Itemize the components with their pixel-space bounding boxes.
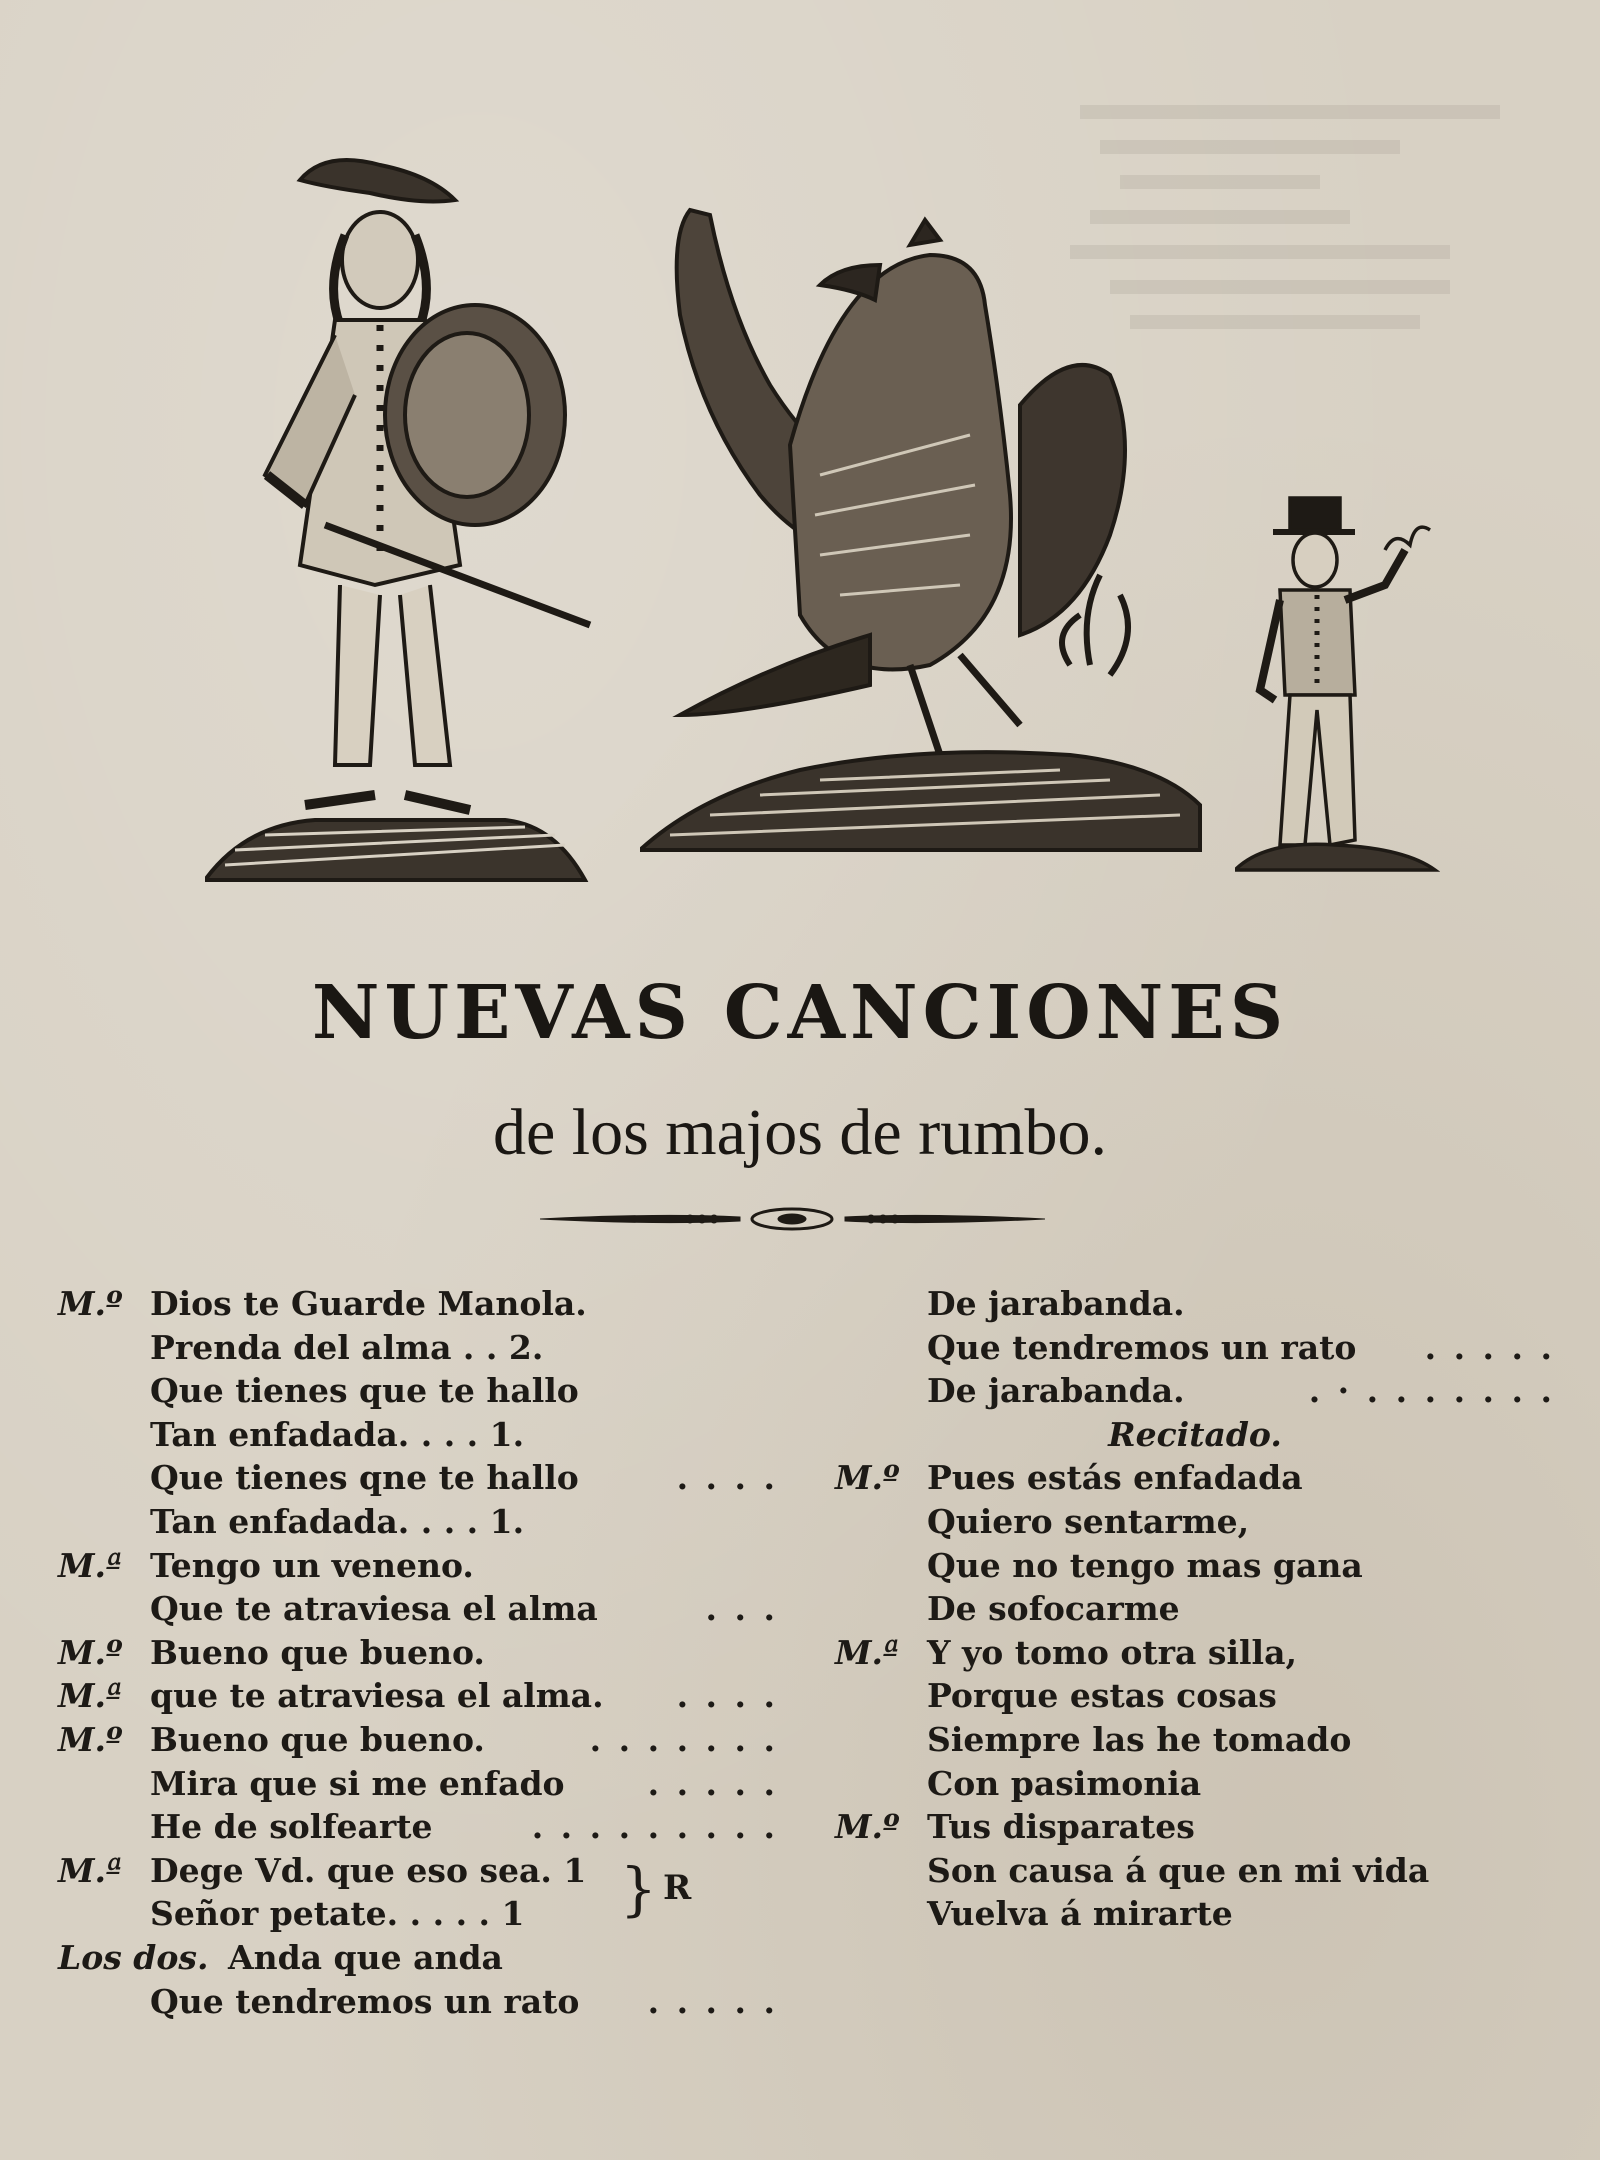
speaker-label: M.º — [58, 1719, 123, 1759]
speaker-label: M.º — [835, 1807, 900, 1847]
verse-line — [58, 1980, 778, 2024]
verse-line — [835, 1587, 1555, 1631]
verse-text: Tus disparates — [927, 1807, 1195, 1847]
speaker-label: M.º — [835, 1458, 900, 1498]
verse-dots: . . . . . . . — [589, 1719, 778, 1759]
verse-line — [835, 1500, 1555, 1544]
verse-text: Son causa á que en mi vida — [927, 1850, 1430, 1890]
verse-text: Tan enfadada. . . . 1. — [150, 1414, 525, 1454]
verse-line — [835, 1631, 1555, 1675]
speaker-label: M.ª — [58, 1850, 123, 1890]
right-column — [835, 1282, 1555, 1936]
verse-text: He de solfearte — [150, 1807, 433, 1847]
verse-text: Que no tengo mas gana — [927, 1545, 1363, 1585]
verse-dots: . . . . — [676, 1458, 778, 1498]
verse-text: Que tendremos un rato — [150, 1981, 580, 2021]
speaker-label: Los dos. — [58, 1937, 209, 1977]
verse-line — [58, 1587, 778, 1631]
verse-line — [58, 1326, 778, 1370]
verse-text: Pues estás enfadada — [927, 1458, 1303, 1498]
verse-dots: . . . . . — [647, 1981, 778, 2021]
verse-text: De jarabanda. — [927, 1371, 1185, 1411]
verse-line — [58, 1762, 778, 1806]
verse-text: Y yo tomo otra silla, — [927, 1632, 1297, 1672]
verse-text: Señor petate. . . . . 1 — [150, 1894, 525, 1934]
speaker-label: M.º — [58, 1284, 123, 1323]
verse-text: Quiero sentarme, — [927, 1501, 1250, 1541]
verse-line — [58, 1456, 778, 1500]
verse-line — [835, 1718, 1555, 1762]
verse-line — [835, 1369, 1555, 1413]
verse-text: que te atraviesa el alma. — [150, 1676, 604, 1716]
verse-dots: . . . . . — [1424, 1327, 1555, 1367]
verse-text: Dege Vd. que eso sea. 1 — [150, 1850, 587, 1890]
verse-text: De sofocarme — [927, 1589, 1180, 1629]
verse-dots: . . . . — [676, 1676, 778, 1716]
verse-text: Tengo un veneno. — [150, 1545, 474, 1585]
verse-line — [58, 1674, 778, 1718]
verse-line — [835, 1326, 1555, 1370]
verse-text: Mira que si me enfado — [150, 1763, 565, 1803]
verse-text: Anda que anda — [228, 1937, 503, 1977]
verse-text: Porque estas cosas — [927, 1676, 1277, 1716]
verse-line — [58, 1282, 778, 1326]
speaker-label: M.º — [58, 1632, 123, 1672]
verse-dots: . . . — [705, 1589, 778, 1629]
verse-line — [58, 1500, 778, 1544]
section-heading: Recitado. — [1108, 1414, 1282, 1454]
verse-line — [835, 1849, 1555, 1893]
verse-dots: . . . . . . . . . — [531, 1807, 778, 1847]
verse-dots: . · . . . . . . . — [1308, 1371, 1555, 1411]
verse-line — [58, 1631, 778, 1675]
verse-text: Con pasimonia — [927, 1763, 1202, 1803]
verse-text: Bueno que bueno. — [150, 1719, 485, 1759]
verse-text: Bueno que bueno. — [150, 1632, 485, 1672]
verse-text: Que tienes qne te hallo — [150, 1458, 579, 1498]
pipe-smoker-woodcut — [1235, 490, 1440, 875]
ornament-divider-icon — [540, 1198, 1045, 1240]
brace-icon: } — [620, 1855, 657, 1923]
speaker-label: M.ª — [58, 1545, 123, 1585]
verse-line — [835, 1674, 1555, 1718]
verse-text: Que te atraviesa el alma — [150, 1589, 598, 1629]
speaker-label: M.ª — [58, 1676, 123, 1716]
page-title: NUEVAS CANCIONES — [311, 970, 1289, 1056]
verse-text: Prenda del alma . . 2. — [150, 1327, 544, 1367]
verse-line — [58, 1369, 778, 1413]
refrain-marker: R — [663, 1868, 692, 1908]
verse-line — [58, 1718, 778, 1762]
verse-line — [835, 1805, 1555, 1849]
verse-line — [835, 1892, 1555, 1936]
verse-line — [835, 1456, 1555, 1500]
verse-text: Que tendremos un rato — [927, 1327, 1357, 1367]
page-subtitle: de los majos de rumbo. — [492, 1096, 1108, 1169]
verse-line — [835, 1762, 1555, 1806]
verse-line — [58, 1805, 778, 1849]
verse-text: Tan enfadada. . . . 1. — [150, 1501, 525, 1541]
verse-text: Que tienes que te hallo — [150, 1371, 579, 1411]
verse-line — [58, 1544, 778, 1588]
swordsman-woodcut — [205, 145, 605, 885]
verse-dots: . . . . . — [647, 1763, 778, 1803]
verse-line — [58, 1936, 778, 1980]
verse-text: Dios te Guarde Manola. — [150, 1284, 587, 1323]
speaker-label: M.ª — [835, 1632, 900, 1672]
verse-text: Siempre las he tomado — [927, 1719, 1352, 1759]
verse-line — [58, 1413, 778, 1457]
verse-line — [835, 1544, 1555, 1588]
rooster-woodcut — [640, 195, 1210, 855]
left-column — [58, 1282, 778, 2023]
verse-text: De jarabanda. — [927, 1284, 1185, 1323]
verse-line — [835, 1282, 1555, 1326]
verse-text: Vuelva á mirarte — [927, 1894, 1233, 1934]
